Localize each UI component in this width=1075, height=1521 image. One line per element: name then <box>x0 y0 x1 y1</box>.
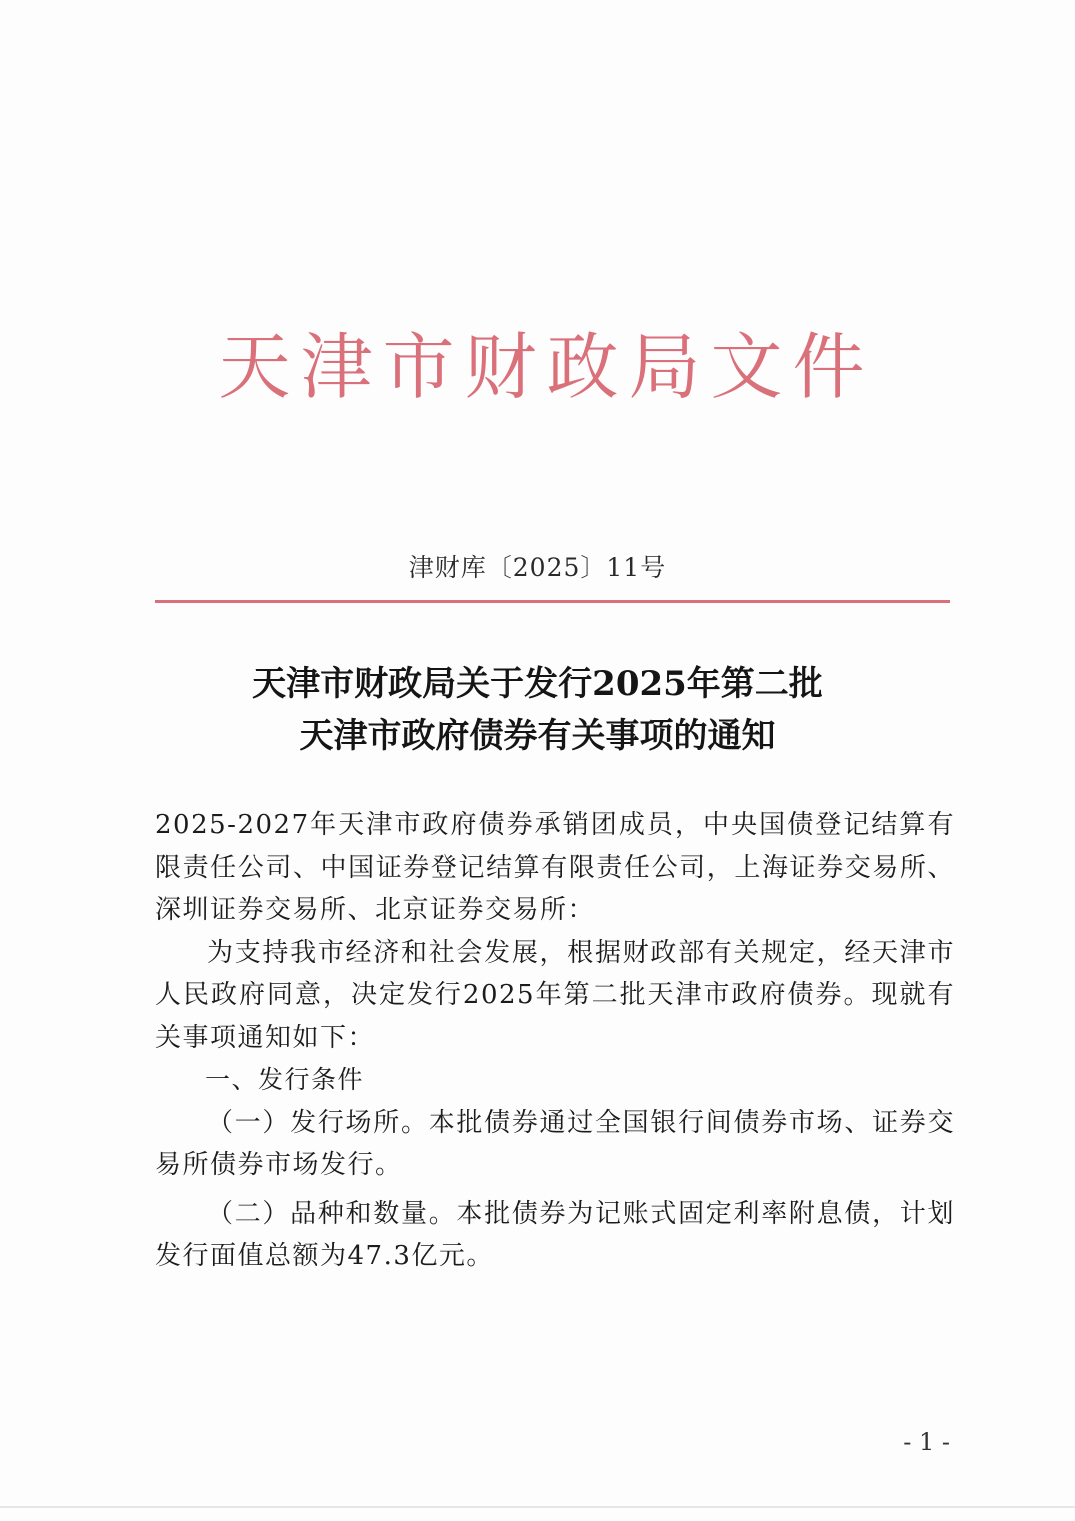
document-number: 津财库〔2025〕11号 <box>408 553 667 582</box>
item-type-and-amount: （二）品种和数量。本批债券为记账式固定利率附息债，计划发行面值总额为47.3亿元。 <box>155 1198 955 1271</box>
red-divider-line <box>155 600 950 603</box>
addressee-paragraph: 2025-2027年天津市政府债券承销团成员，中央国债登记结算有限责任公司、中国证券登记结算有限责任公司，上海证券交易所、深圳证券交易所、北京证券交易所： <box>155 810 955 925</box>
notice-title <box>120 658 955 762</box>
section-heading-issuance-conditions: 一、发行条件 <box>205 1065 365 1094</box>
masthead-title: 天津市财政局文件 <box>218 325 875 409</box>
notice-body <box>155 804 955 1278</box>
intro-paragraph: 为支持我市经济和社会发展，根据财政部有关规定，经天津市人民政府同意，决定发行2025年第二批天津市政府债券。现就有关事项通知如下： <box>155 937 955 1053</box>
notice-title-line-1: 天津市财政局关于发行2025年第二批 <box>252 664 823 704</box>
page-bottom-edge <box>0 1506 1075 1508</box>
notice-title-line-2: 天津市政府债券有关事项的通知 <box>299 716 776 756</box>
page-number: - 1 - <box>903 1428 950 1456</box>
item-issuance-venue: （一）发行场所。本批债券通过全国银行间债券市场、证券交易所债券市场发行。 <box>155 1107 955 1180</box>
